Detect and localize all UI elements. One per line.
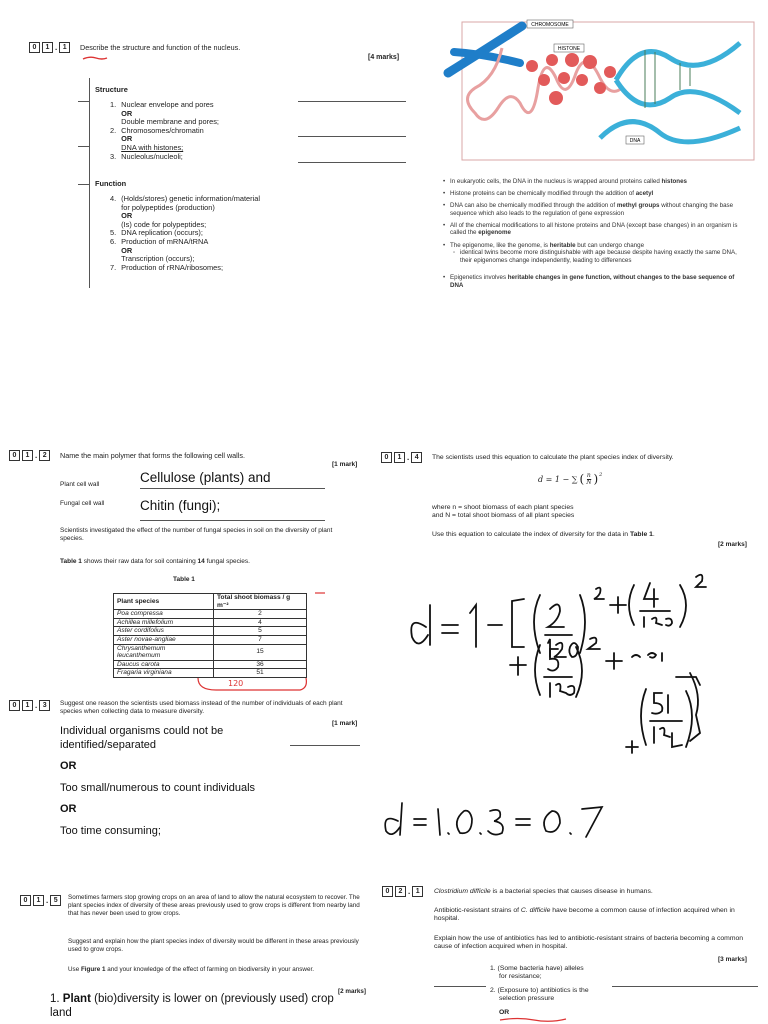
table-header-species: Plant species [114, 594, 214, 610]
question-number-01-5: 0 1 . 5 [20, 895, 61, 906]
note-item: • Histone proteins can be chemically modified through the addition of acetyl [450, 190, 742, 198]
biomass-cell: 7 [214, 635, 307, 644]
question-number-02-1: 0 2 . 1 [382, 886, 423, 897]
red-tick-mark [314, 590, 326, 596]
fungal-cell-wall-answer: Chitin (fungi); [140, 498, 221, 513]
marks-02-1: [3 marks] [718, 956, 747, 963]
marks-01-1: [4 marks] [368, 54, 400, 61]
question-02-1-p3: Explain how the use of antibiotics has led to antibiotic-resistant strains of bacteria becoming a common cause of infection acquired when in hospital. [434, 935, 744, 951]
species-cell: Aster cordifolius [114, 627, 214, 636]
plant-cell-wall-label: Plant cell wall [60, 481, 100, 488]
equation-where-1: where n = shoot biomass of each plant species [432, 504, 574, 511]
table-intro: Table 1 shows their raw data for soil containing 14 fungal species. [60, 558, 250, 565]
biomass-cell: 4 [214, 618, 307, 627]
function-heading: Function [95, 179, 127, 188]
scientists-intro: Scientists investigated the effect of the number of fungal species in soil on the diversity of plant species. [60, 527, 333, 542]
note-item: • The epigenome, like the genome, is heritable but can undergo change ◦ identical twins become more distinguishable with age because despite having exactly the same DNA, their epigenomes change independently, leading to differences [450, 242, 742, 265]
species-cell: Daucus carota [114, 660, 214, 669]
note-item: • DNA can also be chemically modified through the addition of methyl groups without changing the base sequence which also leads to the regulation of gene expression [450, 202, 742, 217]
table-row [114, 635, 307, 644]
marks-01-5: [2 marks] [338, 988, 367, 995]
note-item: • In eukaryotic cells, the DNA in the nucleus is wrapped around proteins called histones [450, 178, 742, 186]
table-title: Table 1 [173, 576, 195, 583]
chromosome-shape [448, 26, 522, 73]
answer-01-5: 1. Plant (bio)diversity is lower on (previously used) crop land [50, 993, 334, 1019]
question-01-5-p2: Suggest and explain how the plant species index of diversity would be different in these areas previously used to grow crops. [68, 938, 359, 953]
chromatin-diagram [440, 18, 760, 166]
diversity-equation: d = 1 − ∑ ( n N ) $^2$ [538, 471, 603, 486]
note-item: • All of the chemical modifications to all histone proteins and DNA (except base changes) in an organism is called the epigenome [450, 222, 742, 237]
question-01-3-text: Suggest one reason the scientists used biomass instead of the number of individuals of each plant species when collecting data to measure diversity. [60, 700, 343, 715]
table-1 [113, 593, 307, 678]
structure-heading: Structure [95, 85, 128, 94]
question-01-1-text: Describe the structure and function of the nucleus. [80, 43, 241, 52]
equation-instruction: Use this equation to calculate the index of diversity for the data in Table 1. [432, 531, 655, 538]
dna-helix [600, 43, 740, 145]
answer-02-1: 1. (Some bacteria have) alleles for resistance; 2. (Exposure to) antibiotics is the selection pressure OR [490, 965, 589, 1016]
answer-01-3: Individual organisms could not be identified/separated OR Too small/numerous to count individuals OR Too time consuming; [60, 725, 256, 837]
species-cell: Achillea millefolium [114, 618, 214, 627]
biomass-cell: 2 [214, 610, 307, 619]
table-row [114, 644, 307, 660]
note-item: • Epigenetics involves heritable changes in gene function, without changes to the base sequence of DNA [450, 274, 742, 289]
handwritten-working [400, 565, 730, 765]
answer-divider [89, 78, 90, 288]
qnum-digit: 1 [59, 42, 70, 53]
table-row [114, 627, 307, 636]
histone-beads [526, 53, 616, 105]
question-01-2-text: Name the main polymer that forms the following cell walls. [60, 451, 245, 460]
question-01-5-p1: Sometimes farmers stop growing crops on an area of land to allow the natural ecosystem to recover. The plant species index of diversity of these areas previously used to grow crops is different from nearby land that has never been used to grow crops. [68, 894, 360, 917]
equation-where-2: and N = total shoot biomass of all plant species [432, 512, 575, 519]
question-01-5-p3: Use Figure 1 and your knowledge of the effect of farming on biodiversity in your answer. [68, 966, 314, 973]
qnum-digit: 1 [42, 42, 53, 53]
red-underline-mark [82, 54, 108, 62]
function-list: 4. (Holds/stores) genetic information/material for polypeptides (production) OR (Is) code for polypeptides; 5. DNA replication (occurs); 6. Production of mRNA/tRNA OR Transcription (occurs); 7. Production of rRNA/ribosomes; [110, 194, 261, 272]
qnum-digit: 0 [29, 42, 40, 53]
table-row [114, 610, 307, 619]
label-chromosome: CHROMOSOME [531, 22, 569, 29]
handwritten-total: 120 [228, 679, 244, 688]
biomass-cell: 5 [214, 627, 307, 636]
plant-cell-wall-answer: Cellulose (plants) and [140, 470, 271, 485]
note-subitem: ◦ identical twins become more distinguishable with age because despite having exactly the same DNA, their epigenomes change independently, leading to differences [460, 249, 742, 264]
structure-list: 1. Nuclear envelope and pores OR Double membrane and pores; 2. Chromosomes/chromatin OR DNA with histones; 3. Nucleolus/nucleoli; [110, 100, 219, 161]
fungal-cell-wall-label: Fungal cell wall [60, 500, 105, 507]
label-histone: HISTONE [557, 46, 581, 53]
marks-01-2: [1 mark] [332, 461, 358, 468]
species-cell: Fragaria virginiana [114, 669, 214, 678]
red-underline-mark [498, 1016, 568, 1024]
table-row [114, 618, 307, 627]
table-header-biomass: Total shoot biomass / g m⁻² [214, 594, 307, 610]
question-02-1-text: Clostridium difficile is a bacterial species that causes disease in humans. [434, 888, 653, 895]
question-02-1-p2: Antibiotic-resistant strains of C. difficile have become a common cause of infection acquired when in hospital. [434, 907, 735, 923]
question-number-01-2: 0 1 . 2 [9, 450, 50, 461]
question-number-01-1: 0 1 . 1 [29, 42, 70, 53]
question-number-01-3: 0 1 . 3 [9, 700, 50, 711]
label-dna: DNA [629, 138, 641, 145]
handwritten-answer-shape [380, 795, 640, 845]
marks-01-4: [2 marks] [718, 541, 747, 548]
species-cell: Chrysanthemum leucanthemum [114, 644, 214, 660]
table-row [114, 660, 307, 669]
question-01-4-text: The scientists used this equation to calculate the plant species index of diversity. [432, 454, 674, 461]
biomass-cell: 15 [214, 644, 307, 660]
biomass-cell: 36 [214, 660, 307, 669]
species-cell: Aster novae-angliae [114, 635, 214, 644]
handwritten-final-answer [0, 0, 1, 1]
notes-list [442, 178, 742, 294]
marks-01-3: [1 mark] [332, 720, 358, 727]
red-total-annotation [196, 676, 311, 694]
biomass-cell: 51 [214, 669, 307, 678]
species-cell: Poa compressa [114, 610, 214, 619]
question-number-01-4: 0 1 . 4 [381, 452, 422, 463]
